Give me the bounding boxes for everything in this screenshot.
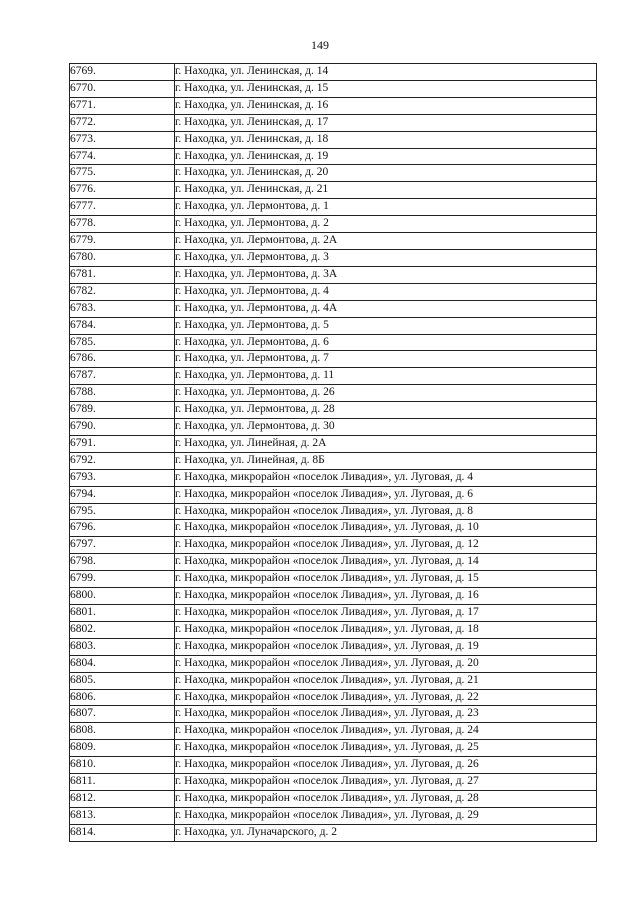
address-cell: г. Находка, микрорайон «поселок Ливадия», ул. Луговая, д. 8 xyxy=(175,503,597,520)
address-cell: г. Находка, ул. Луначарского, д. 2 xyxy=(175,824,597,841)
address-cell: г. Находка, ул. Ленинская, д. 16 xyxy=(175,97,597,114)
table-row xyxy=(70,824,597,841)
row-number: 6787. xyxy=(70,368,175,385)
address-cell: г. Находка, ул. Лермонтова, д. 30 xyxy=(175,419,597,436)
address-cell: г. Находка, ул. Лермонтова, д. 3А xyxy=(175,266,597,283)
row-number: 6800. xyxy=(70,588,175,605)
row-number: 6782. xyxy=(70,283,175,300)
table-row xyxy=(70,571,597,588)
address-cell: г. Находка, микрорайон «поселок Ливадия», ул. Луговая, д. 12 xyxy=(175,537,597,554)
table-row xyxy=(70,165,597,182)
address-cell: г. Находка, ул. Лермонтова, д. 7 xyxy=(175,351,597,368)
address-cell: г. Находка, ул. Лермонтова, д. 26 xyxy=(175,385,597,402)
table-row xyxy=(70,655,597,672)
table-row xyxy=(70,334,597,351)
row-number: 6796. xyxy=(70,520,175,537)
table-row xyxy=(70,452,597,469)
address-cell: г. Находка, ул. Лермонтова, д. 6 xyxy=(175,334,597,351)
row-number: 6778. xyxy=(70,216,175,233)
row-number: 6804. xyxy=(70,655,175,672)
table-row xyxy=(70,790,597,807)
table-row xyxy=(70,182,597,199)
table-row xyxy=(70,233,597,250)
row-number: 6812. xyxy=(70,790,175,807)
table-row xyxy=(70,469,597,486)
address-cell: г. Находка, микрорайон «поселок Ливадия», ул. Луговая, д. 23 xyxy=(175,706,597,723)
table-row xyxy=(70,740,597,757)
table-row xyxy=(70,723,597,740)
row-number: 6799. xyxy=(70,571,175,588)
table-row xyxy=(70,672,597,689)
address-cell: г. Находка, микрорайон «поселок Ливадия», ул. Луговая, д. 14 xyxy=(175,554,597,571)
row-number: 6806. xyxy=(70,689,175,706)
row-number: 6802. xyxy=(70,621,175,638)
address-cell: г. Находка, микрорайон «поселок Ливадия», ул. Луговая, д. 19 xyxy=(175,638,597,655)
address-cell: г. Находка, микрорайон «поселок Ливадия», ул. Луговая, д. 4 xyxy=(175,469,597,486)
row-number: 6793. xyxy=(70,469,175,486)
address-cell: г. Находка, микрорайон «поселок Ливадия», ул. Луговая, д. 25 xyxy=(175,740,597,757)
row-number: 6771. xyxy=(70,97,175,114)
address-cell: г. Находка, ул. Линейная, д. 8Б xyxy=(175,452,597,469)
address-cell: г. Находка, микрорайон «поселок Ливадия», ул. Луговая, д. 10 xyxy=(175,520,597,537)
table-row xyxy=(70,605,597,622)
table-row xyxy=(70,807,597,824)
row-number: 6801. xyxy=(70,605,175,622)
address-cell: г. Находка, ул. Ленинская, д. 17 xyxy=(175,114,597,131)
row-number: 6770. xyxy=(70,80,175,97)
address-cell: г. Находка, ул. Лермонтова, д. 1 xyxy=(175,199,597,216)
table-row xyxy=(70,266,597,283)
row-number: 6808. xyxy=(70,723,175,740)
address-cell: г. Находка, ул. Ленинская, д. 19 xyxy=(175,148,597,165)
table-row xyxy=(70,757,597,774)
table-row xyxy=(70,385,597,402)
address-cell: г. Находка, микрорайон «поселок Ливадия», ул. Луговая, д. 15 xyxy=(175,571,597,588)
table-row xyxy=(70,503,597,520)
address-cell: г. Находка, микрорайон «поселок Ливадия», ул. Луговая, д. 22 xyxy=(175,689,597,706)
table-row xyxy=(70,249,597,266)
table-row xyxy=(70,351,597,368)
address-cell: г. Находка, микрорайон «поселок Ливадия», ул. Луговая, д. 18 xyxy=(175,621,597,638)
row-number: 6772. xyxy=(70,114,175,131)
table-row xyxy=(70,216,597,233)
row-number: 6789. xyxy=(70,402,175,419)
row-number: 6798. xyxy=(70,554,175,571)
row-number: 6792. xyxy=(70,452,175,469)
row-number: 6774. xyxy=(70,148,175,165)
row-number: 6803. xyxy=(70,638,175,655)
table-row xyxy=(70,621,597,638)
table-row xyxy=(70,114,597,131)
row-number: 6795. xyxy=(70,503,175,520)
row-number: 6776. xyxy=(70,182,175,199)
address-cell: г. Находка, ул. Ленинская, д. 20 xyxy=(175,165,597,182)
table-row xyxy=(70,419,597,436)
table-row xyxy=(70,368,597,385)
address-cell: г. Находка, ул. Лермонтова, д. 28 xyxy=(175,402,597,419)
table-row xyxy=(70,64,597,81)
address-cell: г. Находка, микрорайон «поселок Ливадия», ул. Луговая, д. 16 xyxy=(175,588,597,605)
address-cell: г. Находка, ул. Лермонтова, д. 4 xyxy=(175,283,597,300)
address-cell: г. Находка, микрорайон «поселок Ливадия», ул. Луговая, д. 21 xyxy=(175,672,597,689)
row-number: 6797. xyxy=(70,537,175,554)
address-cell: г. Находка, ул. Лермонтова, д. 2А xyxy=(175,233,597,250)
address-cell: г. Находка, ул. Лермонтова, д. 11 xyxy=(175,368,597,385)
address-cell: г. Находка, ул. Лермонтова, д. 3 xyxy=(175,249,597,266)
address-cell: г. Находка, ул. Лермонтова, д. 2 xyxy=(175,216,597,233)
row-number: 6811. xyxy=(70,774,175,791)
table-row xyxy=(70,402,597,419)
row-number: 6807. xyxy=(70,706,175,723)
table-row xyxy=(70,435,597,452)
row-number: 6780. xyxy=(70,249,175,266)
table-row xyxy=(70,131,597,148)
row-number: 6784. xyxy=(70,317,175,334)
row-number: 6794. xyxy=(70,486,175,503)
address-cell: г. Находка, ул. Ленинская, д. 15 xyxy=(175,80,597,97)
address-cell: г. Находка, микрорайон «поселок Ливадия», ул. Луговая, д. 6 xyxy=(175,486,597,503)
page-number: 149 xyxy=(311,38,329,52)
table-row xyxy=(70,520,597,537)
row-number: 6805. xyxy=(70,672,175,689)
address-cell: г. Находка, микрорайон «поселок Ливадия», ул. Луговая, д. 24 xyxy=(175,723,597,740)
address-cell: г. Находка, микрорайон «поселок Ливадия», ул. Луговая, д. 29 xyxy=(175,807,597,824)
row-number: 6777. xyxy=(70,199,175,216)
address-cell: г. Находка, микрорайон «поселок Ливадия», ул. Луговая, д. 20 xyxy=(175,655,597,672)
table-row xyxy=(70,486,597,503)
table-row xyxy=(70,706,597,723)
row-number: 6814. xyxy=(70,824,175,841)
table-row xyxy=(70,588,597,605)
row-number: 6813. xyxy=(70,807,175,824)
table-row xyxy=(70,283,597,300)
address-cell: г. Находка, микрорайон «поселок Ливадия», ул. Луговая, д. 28 xyxy=(175,790,597,807)
row-number: 6809. xyxy=(70,740,175,757)
row-number: 6775. xyxy=(70,165,175,182)
row-number: 6785. xyxy=(70,334,175,351)
row-number: 6786. xyxy=(70,351,175,368)
table-row xyxy=(70,774,597,791)
table-row xyxy=(70,80,597,97)
address-cell: г. Находка, ул. Линейная, д. 2А xyxy=(175,435,597,452)
address-cell: г. Находка, ул. Лермонтова, д. 4А xyxy=(175,300,597,317)
table-row xyxy=(70,537,597,554)
table-row xyxy=(70,638,597,655)
row-number: 6781. xyxy=(70,266,175,283)
row-number: 6790. xyxy=(70,419,175,436)
row-number: 6791. xyxy=(70,435,175,452)
address-table-body xyxy=(70,64,597,842)
address-cell: г. Находка, микрорайон «поселок Ливадия», ул. Луговая, д. 17 xyxy=(175,605,597,622)
address-cell: г. Находка, ул. Ленинская, д. 14 xyxy=(175,64,597,81)
row-number: 6810. xyxy=(70,757,175,774)
table-row xyxy=(70,554,597,571)
address-table xyxy=(69,63,597,842)
address-cell: г. Находка, ул. Ленинская, д. 18 xyxy=(175,131,597,148)
table-row xyxy=(70,148,597,165)
table-row xyxy=(70,199,597,216)
address-cell: г. Находка, ул. Лермонтова, д. 5 xyxy=(175,317,597,334)
row-number: 6783. xyxy=(70,300,175,317)
address-cell: г. Находка, микрорайон «поселок Ливадия», ул. Луговая, д. 26 xyxy=(175,757,597,774)
table-row xyxy=(70,317,597,334)
table-row xyxy=(70,300,597,317)
table-row xyxy=(70,689,597,706)
row-number: 6779. xyxy=(70,233,175,250)
address-cell: г. Находка, микрорайон «поселок Ливадия», ул. Луговая, д. 27 xyxy=(175,774,597,791)
address-cell: г. Находка, ул. Ленинская, д. 21 xyxy=(175,182,597,199)
table-row xyxy=(70,97,597,114)
row-number: 6788. xyxy=(70,385,175,402)
row-number: 6773. xyxy=(70,131,175,148)
row-number: 6769. xyxy=(70,64,175,81)
